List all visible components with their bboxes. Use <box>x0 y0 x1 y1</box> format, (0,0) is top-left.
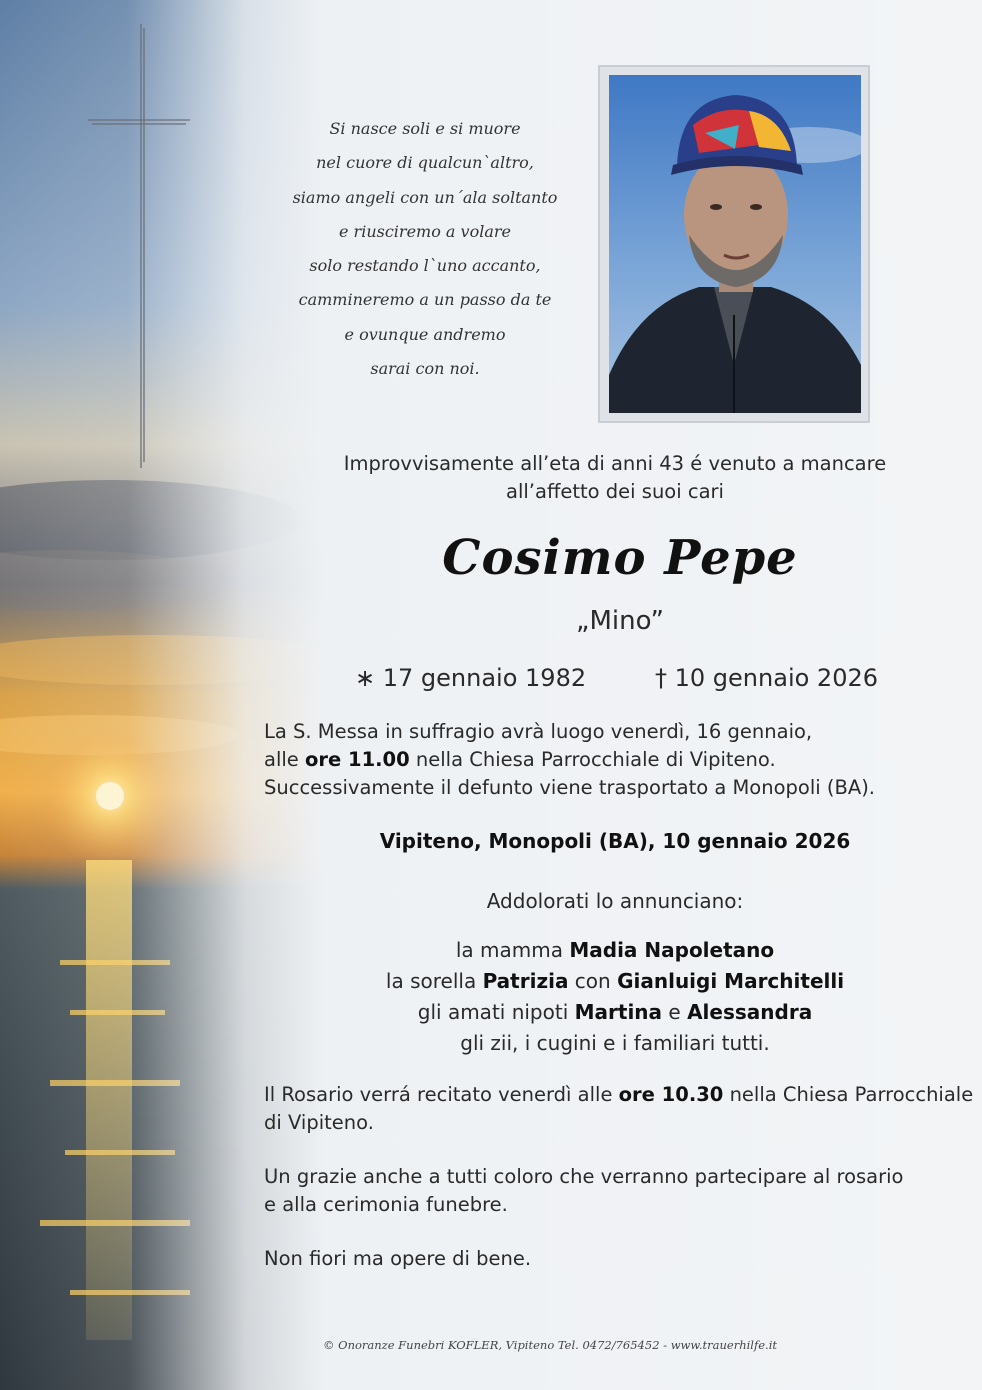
birth-date <box>355 664 586 692</box>
thanks-line-1: Un grazie anche a tutti coloro che verranno partecipare al rosario <box>264 1165 904 1188</box>
birth-date-text: 17 gennaio 1982 <box>382 664 587 692</box>
death-date-text: 10 gennaio 2026 <box>674 664 878 692</box>
mass-line-2-pre: alle <box>264 748 305 771</box>
deceased-name: Cosimo Pepe <box>442 530 798 586</box>
rosary-time: ore 10.30 <box>618 1083 724 1106</box>
nephews-mid: e <box>662 1000 688 1024</box>
poem-line: e riusciremo a volare <box>339 221 511 241</box>
poem-line: cammineremo a un passo da te <box>298 290 552 310</box>
sister-mid: con <box>568 969 618 993</box>
family-list <box>300 935 930 1059</box>
nephew-name: Alessandra <box>687 1000 813 1024</box>
mother-name: Madia Napoletano <box>569 938 775 962</box>
intro-line-1: Improvvisamente all’eta di anni 43 é venuto a mancare <box>343 452 887 475</box>
rosary-info <box>264 1081 974 1137</box>
mass-line-3: Successivamente il defunto viene trasportato a Monopoli (BA). <box>264 776 876 799</box>
family-sister <box>300 966 930 997</box>
poem-line: Si nasce soli e si muore <box>329 119 521 138</box>
thanks-line-2: e alla cerimonia funebre. <box>264 1193 508 1216</box>
rosary-post: nella Chiesa Parrocchiale <box>723 1083 974 1106</box>
footer-credit: © Onoranze Funebri KOFLER, Vipiteno Tel. 0472/765452 - www.trauerhilfe.it <box>322 1338 777 1352</box>
poem <box>270 116 580 390</box>
death-cross-icon: † <box>655 664 667 692</box>
mother-label: la mamma <box>455 938 570 962</box>
place-date: Vipiteno, Monopoli (BA), 10 gennaio 2026 <box>379 829 851 853</box>
poem-line: sarai con noi. <box>370 359 480 379</box>
death-date <box>655 664 878 692</box>
intro-line-2: all’affetto dei suoi cari <box>506 480 724 503</box>
family-nephews <box>300 997 930 1028</box>
sister-label: la sorella <box>385 969 483 993</box>
intro-text <box>300 450 930 506</box>
rosary-line-1 <box>264 1081 974 1109</box>
poem-line: nel cuore di qualcun`altro, <box>316 153 534 173</box>
nickname: „Mino” <box>575 606 665 636</box>
sister-name: Patrizia <box>482 969 569 993</box>
portrait-frame <box>598 65 870 423</box>
poem-line: siamo angeli con un´ala soltanto <box>292 187 558 207</box>
nephews-label: gli amati nipoti <box>417 1000 575 1024</box>
flowers-note: Non fiori ma opere di bene. <box>264 1247 532 1270</box>
poem-line: solo restando l`uno accanto, <box>309 256 541 276</box>
family-others: gli zii, i cugini e i familiari tutti. <box>460 1031 770 1055</box>
poem-line: e ovunque andremo <box>344 324 506 344</box>
mass-time: ore 11.00 <box>304 748 410 771</box>
cross-icon <box>86 22 192 470</box>
rosary-pre: Il Rosario verrá recitato venerdì alle <box>264 1083 619 1106</box>
mass-info <box>264 718 974 802</box>
mass-line-2 <box>264 746 974 774</box>
thanks-text <box>264 1163 974 1219</box>
portrait-photo <box>609 75 861 413</box>
nephew-name: Martina <box>574 1000 663 1024</box>
family-mother <box>300 935 930 966</box>
announcers-intro: Addolorati lo annunciano: <box>486 889 744 913</box>
sister-partner-name: Gianluigi Marchitelli <box>617 969 845 993</box>
rosary-line-2: di Vipiteno. <box>264 1111 374 1134</box>
mass-line-1: La S. Messa in suffragio avrà luogo venerdì, 16 gennaio, <box>264 720 813 743</box>
birth-star-icon: ∗ <box>355 664 376 692</box>
mass-line-2-post: nella Chiesa Parrocchiale di Vipiteno. <box>409 748 776 771</box>
